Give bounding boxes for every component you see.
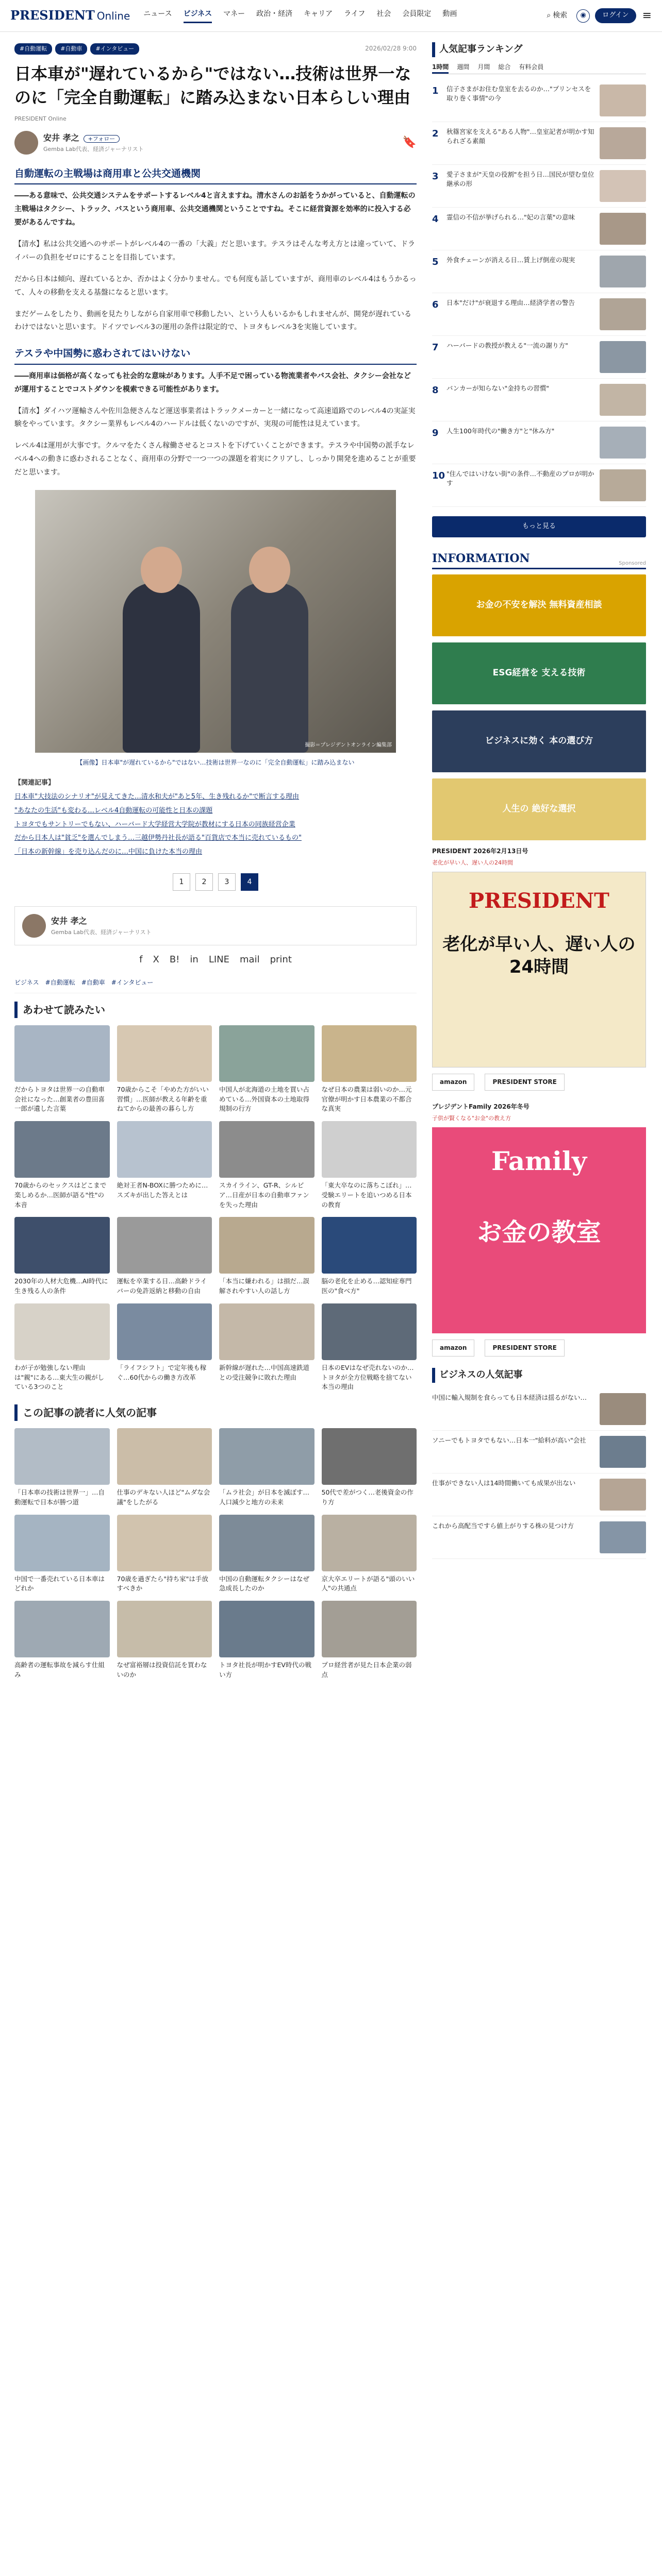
card-title[interactable]: 中国の自動運転タクシーはなぜ急成長したのか bbox=[219, 1574, 310, 1592]
share-icon[interactable]: B! bbox=[169, 954, 180, 965]
ranking-item[interactable] bbox=[432, 421, 646, 464]
sponsored-banner[interactable]: ビジネスに効く 本の選び方 bbox=[432, 710, 646, 772]
article-card[interactable] bbox=[117, 1428, 212, 1507]
rank-number: 9 bbox=[432, 427, 439, 438]
paragraph: レベル4は運用が大事です。クルマをたくさん稼働させるとコストを下げていくことができます。テスラや中国勢の派手なレベル4への動きに惑わされることなく、商用車の分野で一つ一つの課題を着実にクリアし、しっかり開発を進めることが重要だと思います。 bbox=[14, 442, 416, 477]
ranking-tabs bbox=[432, 62, 646, 74]
page-link[interactable]: 3 bbox=[218, 873, 236, 891]
article-card[interactable] bbox=[117, 1303, 212, 1392]
main-nav bbox=[143, 8, 547, 23]
article-card[interactable] bbox=[14, 1121, 110, 1210]
biz-item[interactable] bbox=[432, 1516, 646, 1559]
card-title[interactable]: プロ経営者が見た日本企業の弱点 bbox=[321, 1661, 412, 1679]
nav-item[interactable]: マネー bbox=[223, 9, 245, 18]
rank-number: 5 bbox=[432, 256, 439, 267]
card-title[interactable]: 脳の老化を止める…認知症専門医の"食べ方" bbox=[321, 1277, 412, 1295]
sponsored-banner[interactable]: お金の不安を解決 無料資産相談 bbox=[432, 574, 646, 636]
share-icon[interactable]: print bbox=[270, 954, 292, 965]
biz-item[interactable] bbox=[432, 1388, 646, 1431]
paragraph: ――ある意味で、公共交通システムをサポートするレベル4と言えますね。清水さんのお話をうかがっていると、自動運転の主戦場はタクシー、トラック、バスという商用車、公共交通機関ということですね。そこに経営資源を効率的に投入する必要があるんですね。 bbox=[14, 192, 416, 227]
rank-thumbnail[interactable] bbox=[600, 384, 646, 416]
nav-item[interactable]: 会員限定 bbox=[402, 9, 432, 18]
article-credit: PRESIDENT Online bbox=[14, 115, 67, 123]
issue-subtitle: 老化が早い人、遅い人の24時間 bbox=[432, 859, 513, 867]
card-title[interactable]: 70歳からのセックスはどこまで楽しめるか…医師が語る"性"の本音 bbox=[14, 1181, 107, 1209]
share-bar bbox=[14, 953, 417, 968]
card-title[interactable]: 絶対王者N-BOXに勝つために…スズキが出した答えとは bbox=[117, 1181, 208, 1199]
article-card[interactable] bbox=[322, 1428, 417, 1507]
article-card[interactable] bbox=[322, 1025, 417, 1114]
ranking-tab[interactable]: 有料会員 bbox=[519, 63, 544, 71]
rank-thumbnail[interactable] bbox=[600, 84, 646, 116]
paragraph: 【清水】私は公共交通へのサポートがレベル4の一番の「大義」だと思います。テスラはそんな考え方とは違っていて、ドライバーの負担をゼロにすることを目指しています。 bbox=[14, 240, 415, 262]
category-link[interactable]: #自動車 bbox=[81, 978, 105, 986]
card-title[interactable]: 「日本車の技術は世界一」…自動運転で日本が勝つ道 bbox=[14, 1488, 105, 1506]
card-thumbnail[interactable] bbox=[322, 1428, 417, 1485]
card-thumbnail[interactable] bbox=[14, 1217, 110, 1274]
page-link[interactable]: 2 bbox=[195, 873, 213, 891]
related-link[interactable]: 日本車"大技法のシナリオ"が見えてきた…清水和夫が"あと5年、生き残れるか"で断言する理由 bbox=[14, 792, 300, 801]
author-name[interactable]: 安井 孝之 bbox=[43, 133, 79, 143]
card-thumbnail[interactable] bbox=[14, 1025, 110, 1082]
search-icon: ⌕ bbox=[547, 11, 551, 20]
author-profile bbox=[14, 906, 417, 945]
card-thumbnail[interactable] bbox=[117, 1121, 212, 1178]
card-title[interactable]: 中国人が北海道の土地を買い占めている…外国資本の土地取得規制の行方 bbox=[219, 1085, 310, 1113]
biz-title[interactable]: 仕事ができない人は14時間働いても成果が出ない bbox=[432, 1479, 576, 1487]
article-tag[interactable]: #自動車 bbox=[55, 43, 87, 55]
card-thumbnail[interactable] bbox=[14, 1515, 110, 1571]
nav-item[interactable]: 政治・経済 bbox=[256, 9, 293, 18]
nav-item[interactable]: ニュース bbox=[143, 9, 172, 18]
rank-thumbnail[interactable] bbox=[600, 170, 646, 202]
info-heading: INFORMATION Sponsored bbox=[432, 550, 646, 569]
article-card[interactable] bbox=[14, 1217, 110, 1296]
biz-item[interactable] bbox=[432, 1431, 646, 1473]
biz-thumbnail[interactable] bbox=[600, 1521, 646, 1553]
related-link[interactable]: "あなたの生活"も変わる…レベル4自動運転の可能性と日本の課題 bbox=[14, 806, 213, 815]
ranking-item[interactable] bbox=[432, 79, 646, 122]
rank-thumbnail[interactable] bbox=[600, 341, 646, 373]
card-title[interactable]: トヨタ社長が明かすEV時代の戦い方 bbox=[219, 1661, 311, 1679]
card-thumbnail[interactable] bbox=[117, 1025, 212, 1082]
card-thumbnail[interactable] bbox=[117, 1217, 212, 1274]
article-card[interactable] bbox=[14, 1428, 110, 1507]
nav-item[interactable]: ライフ bbox=[344, 9, 366, 18]
recommend-grid bbox=[14, 1025, 417, 1392]
magazine-cover[interactable]: PRESIDENT 老化が早い人、遅い人の24時間 bbox=[432, 872, 646, 1067]
author-avatar[interactable] bbox=[14, 131, 38, 155]
readers-grid bbox=[14, 1428, 417, 1680]
article-card[interactable] bbox=[322, 1303, 417, 1392]
card-title[interactable]: 「ムラ社会」が日本を滅ぼす…人口減少と地方の未来 bbox=[219, 1488, 310, 1506]
pagination bbox=[14, 873, 417, 891]
article-card[interactable] bbox=[322, 1601, 417, 1680]
article-card[interactable] bbox=[219, 1428, 315, 1507]
article-tags bbox=[14, 43, 417, 55]
publish-date: 2026/02/28 9:00 bbox=[365, 45, 417, 53]
biz-thumbnail[interactable] bbox=[600, 1436, 646, 1468]
card-title[interactable]: 京大卒エリートが語る"頭のいい人"の共通点 bbox=[321, 1574, 415, 1592]
share-icon[interactable]: LINE bbox=[208, 954, 229, 965]
biz-title[interactable]: これから高配当ですら値上がりする株の見つけ方 bbox=[432, 1521, 574, 1530]
ranking-tab[interactable]: 月間 bbox=[477, 63, 490, 71]
card-thumbnail[interactable] bbox=[219, 1428, 315, 1485]
card-title[interactable]: 運転を卒業する日…高齢ドライバーの免許返納と移動の自由 bbox=[117, 1277, 207, 1295]
rank-number: 4 bbox=[432, 213, 439, 225]
share-icon[interactable]: in bbox=[190, 954, 198, 965]
sidebar bbox=[432, 32, 646, 1680]
related-heading: 【関連記事】 bbox=[14, 779, 55, 787]
section-heading: 自動運転の主戦場は商用車と公共交通機関 bbox=[14, 166, 417, 184]
family-label: プレジデントFamily 2026年冬号 bbox=[432, 1103, 529, 1110]
article-title: 日本車が"遅れているから"ではない…技術は世界一なのに「完全自動運転」に踏み込まない日本らしい理由 bbox=[14, 63, 411, 107]
author-name[interactable]: 安井 孝之 bbox=[51, 916, 87, 926]
card-title[interactable]: わが子が勉強しない理由は"親"にある…東大生の親がしている3つのこと bbox=[14, 1363, 104, 1391]
card-thumbnail[interactable] bbox=[219, 1217, 315, 1274]
rank-title[interactable]: 人生100年時代の"働き方"と"休み方" bbox=[446, 427, 555, 435]
rank-title[interactable]: 愛子さまが"天皇の役割"を担う日…国民が望む皇位継承の形 bbox=[446, 170, 594, 188]
paragraph: まだゲームをしたり、動画を見たりしながら自家用車で移動したい、という人もいるかもしれませんが、開発が遅れているわけではないと思います。ドイツでレベル3の運用の条件は限定的で、トヨタもレベル3を実施しています。 bbox=[14, 310, 411, 332]
card-thumbnail[interactable] bbox=[322, 1217, 417, 1274]
card-thumbnail[interactable] bbox=[117, 1601, 212, 1657]
card-title[interactable]: 50代で差がつく…老後資金の作り方 bbox=[321, 1488, 413, 1506]
rank-number: 3 bbox=[432, 171, 439, 182]
card-title[interactable]: スカイライン、GT-R、シルビア…日産が日本の自動車ファンを失った理由 bbox=[219, 1181, 309, 1209]
buy-button[interactable]: amazon bbox=[432, 1074, 474, 1091]
share-icon[interactable]: f bbox=[139, 954, 143, 965]
category-links bbox=[14, 978, 417, 993]
article-card[interactable] bbox=[14, 1601, 110, 1680]
rank-title[interactable]: 秋篠宮家を支える"ある人物"…皇室記者が明かす知られざる素顔 bbox=[446, 127, 594, 145]
site-header bbox=[0, 0, 662, 32]
card-thumbnail[interactable] bbox=[117, 1428, 212, 1485]
family-cover[interactable]: Family お金の教室 bbox=[432, 1127, 646, 1333]
article-photo[interactable] bbox=[35, 490, 396, 753]
rank-number: 7 bbox=[432, 342, 439, 353]
rank-number: 1 bbox=[432, 85, 439, 96]
more-button[interactable]: もっと見る bbox=[432, 516, 646, 537]
category-link[interactable]: ビジネス bbox=[14, 978, 39, 986]
category-link[interactable]: #インタビュー bbox=[111, 978, 154, 986]
buy-button[interactable]: PRESIDENT STORE bbox=[485, 1074, 564, 1091]
article-card[interactable] bbox=[322, 1515, 417, 1594]
biz-item[interactable] bbox=[432, 1473, 646, 1516]
biz-title[interactable]: 中国に輸入規制を食らっても日本経済は揺るがない… bbox=[432, 1393, 587, 1401]
sponsored-banner[interactable]: ESG経営を 支える技術 bbox=[432, 642, 646, 704]
ranking-item[interactable] bbox=[432, 165, 646, 208]
article-card[interactable] bbox=[117, 1121, 212, 1210]
card-thumbnail[interactable] bbox=[219, 1515, 315, 1571]
interviewer-figure bbox=[231, 583, 308, 753]
author-block bbox=[14, 131, 417, 155]
rank-number: 10 bbox=[432, 470, 445, 481]
biz-title[interactable]: ソニーでもトヨタでもない…日本一"給料が高い"会社 bbox=[432, 1436, 586, 1444]
article-card[interactable] bbox=[117, 1601, 212, 1680]
search-button[interactable]: ⌕ 検索 bbox=[547, 10, 567, 21]
related-link[interactable]: だから日本人は"貧乏"を選んでしまう…三越伊勢丹社長が語る"百貨店で本当に売れているもの" bbox=[14, 834, 302, 842]
rank-thumbnail[interactable] bbox=[600, 127, 646, 159]
family-subtitle: 子供が賢くなる"お金"の教え方 bbox=[432, 1115, 511, 1122]
card-title[interactable]: 「東大卒なのに落ちこぼれ」…受験エリートを追いつめる日本の教育 bbox=[321, 1181, 412, 1209]
article-card[interactable] bbox=[219, 1025, 315, 1114]
rank-title[interactable]: 日本"だけ"が衰退する理由…経済学者の警告 bbox=[446, 298, 575, 307]
card-thumbnail[interactable] bbox=[322, 1121, 417, 1178]
card-thumbnail[interactable] bbox=[14, 1303, 110, 1360]
biz-thumbnail[interactable] bbox=[600, 1393, 646, 1425]
recommend-heading: あわせて読みたい bbox=[14, 1002, 417, 1018]
author-avatar[interactable] bbox=[22, 914, 46, 938]
article-tag[interactable]: #インタビュー bbox=[90, 43, 139, 55]
card-thumbnail[interactable] bbox=[219, 1303, 315, 1360]
card-title[interactable]: 70歳を過ぎたら"持ち家"は手放すべきか bbox=[117, 1574, 208, 1592]
article-card[interactable] bbox=[219, 1303, 315, 1392]
card-thumbnail[interactable] bbox=[14, 1121, 110, 1178]
login-button[interactable]: ログイン bbox=[595, 8, 636, 23]
article-card[interactable] bbox=[117, 1217, 212, 1296]
article-card[interactable] bbox=[219, 1217, 315, 1296]
rank-title[interactable]: バンカーが知らない"金持ちの習慣" bbox=[446, 384, 549, 392]
buy-button[interactable]: amazon bbox=[432, 1340, 474, 1357]
category-link[interactable]: #自動運転 bbox=[45, 978, 75, 986]
issue-label: PRESIDENT 2026年2月13日号 bbox=[432, 847, 528, 855]
card-title[interactable]: 「本当に嫌われる」は損だ…誤解されやすい人の話し方 bbox=[219, 1277, 310, 1295]
article-card[interactable] bbox=[14, 1515, 110, 1594]
card-title[interactable]: なぜ富裕層は投資信託を買わないのか bbox=[117, 1661, 207, 1679]
ranking-item[interactable] bbox=[432, 379, 646, 421]
card-title[interactable]: 中国で一番売れている日本車はどれか bbox=[14, 1574, 105, 1592]
rank-title[interactable]: 外食チェーンが消える日…賃上げ倒産の現実 bbox=[446, 256, 575, 264]
page-link[interactable]: 4 bbox=[241, 873, 258, 891]
related-link[interactable]: 「日本の新幹線」を売り込んだのに…中国に負けた本当の理由 bbox=[14, 848, 203, 856]
rank-thumbnail[interactable] bbox=[600, 427, 646, 459]
ranking-list bbox=[432, 79, 646, 507]
author-role: Gemba Lab代表、経済ジャーナリスト bbox=[51, 928, 152, 936]
rank-title[interactable]: 信子さまがお住む皇室を去るのか…"プリンセスを取り巻く事情"の今 bbox=[446, 84, 591, 103]
paragraph: 【清水】ダイハツ運輸さんや佐川急便さんなど運送事業者はトラックメーカーと一緒になって高速道路でのレベル4の実証実験をやっています。タクシー業界もレベル4のハードルは低くないのですが、実現の可能性は見えています。 bbox=[14, 406, 416, 429]
card-thumbnail[interactable] bbox=[14, 1428, 110, 1485]
article-card[interactable] bbox=[117, 1025, 212, 1114]
article-card[interactable] bbox=[322, 1217, 417, 1296]
interviewee-figure bbox=[123, 583, 200, 753]
menu-icon[interactable]: ≡ bbox=[642, 9, 652, 22]
notification-icon[interactable]: ◉ bbox=[576, 9, 590, 23]
article-card[interactable] bbox=[14, 1303, 110, 1392]
ranking-tab[interactable]: 週間 bbox=[457, 63, 470, 71]
article-card[interactable] bbox=[219, 1121, 315, 1210]
card-thumbnail[interactable] bbox=[117, 1515, 212, 1571]
article-card[interactable] bbox=[219, 1601, 315, 1680]
ranking-item[interactable] bbox=[432, 464, 646, 507]
ranking-item[interactable] bbox=[432, 208, 646, 250]
card-title[interactable]: 高齢者の運転事故を減らす仕組み bbox=[14, 1661, 105, 1679]
nav-item[interactable]: 動画 bbox=[442, 9, 457, 18]
biz-heading: ビジネスの人気記事 bbox=[432, 1368, 646, 1383]
site-logo[interactable]: PRESIDENT Online bbox=[10, 8, 130, 23]
paragraph: だから日本は傾向、遅れているとか、否かはよく分かりません。でも何度も話していますが、商用車のレベル4はもうかるって、人々の移動を支える基盤になると思います。 bbox=[14, 275, 417, 297]
nav-item[interactable]: ビジネス bbox=[184, 8, 212, 23]
follow-button[interactable]: +フォロー bbox=[84, 135, 120, 143]
article-card[interactable] bbox=[14, 1025, 110, 1114]
article-card[interactable] bbox=[322, 1121, 417, 1210]
card-thumbnail[interactable] bbox=[219, 1025, 315, 1082]
rank-number: 6 bbox=[432, 299, 439, 310]
rank-number: 2 bbox=[432, 128, 439, 139]
buy-button[interactable]: PRESIDENT STORE bbox=[485, 1340, 564, 1357]
card-title[interactable]: 新幹線が遅れた…中国高速鉄道との受注競争に敗れた理由 bbox=[219, 1363, 310, 1381]
author-role: Gemba Lab代表、経済ジャーナリスト bbox=[43, 145, 144, 152]
card-thumbnail[interactable] bbox=[14, 1601, 110, 1657]
photo-caption[interactable]: 【画像】日本車"が遅れているから"ではない…技術は世界一なのに「完全自動運転」に踏み込まない bbox=[76, 759, 355, 766]
share-icon[interactable]: X bbox=[153, 954, 159, 965]
related-link[interactable]: トヨタでもサントリーでもない、ハーバード大学経営大学院が教材にする日本の同族経営企業 bbox=[14, 820, 295, 828]
card-title[interactable]: 70歳からこそ「やめた方がいい習慣」…医師が教える年齢を重ねてからの最善の暮らし方 bbox=[117, 1085, 209, 1113]
card-title[interactable]: 日本のEVはなぜ売れないのか…トヨタが全方位戦略を捨てない本当の理由 bbox=[321, 1363, 414, 1391]
share-icon[interactable]: mail bbox=[240, 954, 260, 965]
card-title[interactable]: 仕事のデキない人ほど"ムダな会議"をしたがる bbox=[117, 1488, 210, 1506]
sponsored-banner[interactable]: 人生の 絶好な選択 bbox=[432, 778, 646, 840]
rank-title[interactable]: 霊信の不信が挙げられる…"妃の言葉"の意味 bbox=[446, 213, 575, 221]
rank-thumbnail[interactable] bbox=[600, 298, 646, 330]
card-thumbnail[interactable] bbox=[322, 1601, 417, 1657]
card-thumbnail[interactable] bbox=[322, 1025, 417, 1082]
card-thumbnail[interactable] bbox=[322, 1303, 417, 1360]
ranking-item[interactable] bbox=[432, 250, 646, 293]
page-link[interactable]: 1 bbox=[173, 873, 190, 891]
article-card[interactable] bbox=[219, 1515, 315, 1594]
rank-thumbnail[interactable] bbox=[600, 256, 646, 287]
card-thumbnail[interactable] bbox=[322, 1515, 417, 1571]
rank-number: 8 bbox=[432, 384, 439, 396]
card-title[interactable]: 「ライフシフト」で定年後も稼ぐ…60代からの働き方改革 bbox=[117, 1363, 207, 1381]
paragraph: ――商用車は価格が高くなっても社会的な意味があります。人手不足で困っている物流業者やバス会社、タクシー会社などが運用することでコストダウンを模索できる可能性があります。 bbox=[14, 371, 411, 394]
nav-item[interactable]: キャリア bbox=[304, 9, 333, 18]
card-thumbnail[interactable] bbox=[219, 1601, 315, 1657]
rank-title[interactable]: "住んではいけない街"の条件…不動産のプロが明かす bbox=[446, 469, 594, 487]
card-thumbnail[interactable] bbox=[117, 1303, 212, 1360]
ranking-tab[interactable]: 総合 bbox=[498, 63, 511, 71]
readers-heading: この記事の読者に人気の記事 bbox=[14, 1404, 417, 1421]
article-card[interactable] bbox=[117, 1515, 212, 1594]
section-heading: テスラや中国勢に惑わされてはいけない bbox=[14, 346, 417, 364]
card-title[interactable]: なぜ日本の農業は弱いのか…元官僚が明かす日本農業の不都合な真実 bbox=[321, 1085, 412, 1113]
bookmark-icon[interactable]: 🔖 bbox=[402, 136, 417, 149]
article-tag[interactable]: #自動運転 bbox=[14, 43, 52, 55]
ranking-tab[interactable]: 1時間 bbox=[432, 62, 449, 74]
rank-thumbnail[interactable] bbox=[600, 213, 646, 245]
related-links bbox=[14, 778, 417, 858]
ranking-item[interactable] bbox=[432, 293, 646, 336]
photo-credit: 撮影＝プレジデントオンライン編集部 bbox=[305, 742, 392, 748]
card-title[interactable]: だからトヨタは世界一の自動車会社になった…創業者の豊田喜一郎が遺した言葉 bbox=[14, 1085, 105, 1113]
card-thumbnail[interactable] bbox=[219, 1121, 315, 1178]
ranking-heading: 人気記事ランキング bbox=[432, 42, 646, 57]
rank-thumbnail[interactable] bbox=[600, 469, 646, 501]
article-main bbox=[14, 32, 422, 1680]
rank-title[interactable]: ハーバードの教授が教える"一流の謝り方" bbox=[446, 341, 568, 349]
nav-item[interactable]: 社会 bbox=[376, 9, 391, 18]
biz-thumbnail[interactable] bbox=[600, 1479, 646, 1511]
ranking-item[interactable] bbox=[432, 336, 646, 379]
ranking-item[interactable] bbox=[432, 122, 646, 165]
card-title[interactable]: 2030年の人材大危機…AI時代に生き残る人の条件 bbox=[14, 1277, 108, 1295]
